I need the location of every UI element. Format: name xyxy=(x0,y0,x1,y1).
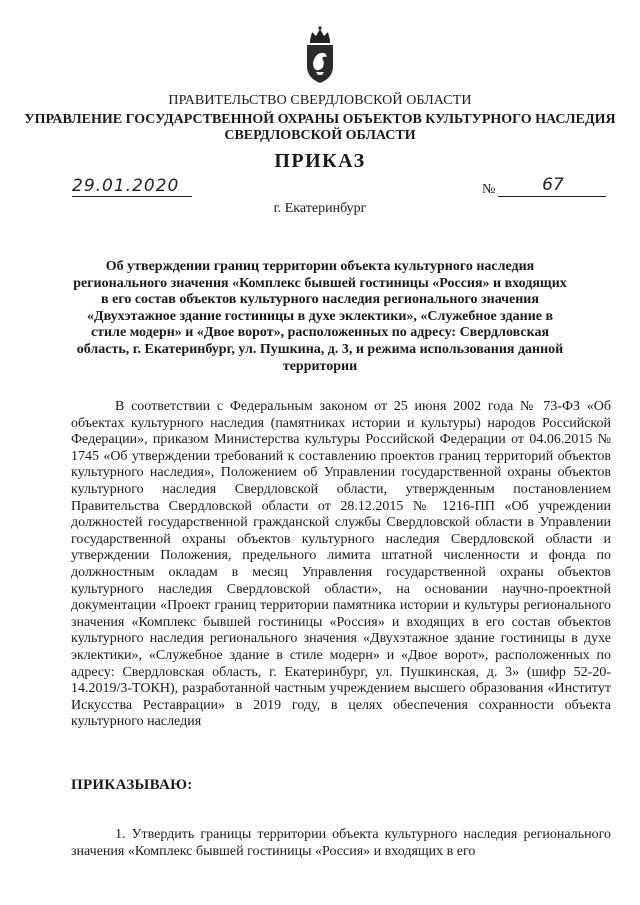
order-directive: ПРИКАЗЫВАЮ: xyxy=(71,777,193,793)
order-subject: Об утверждении границ территории объекта культурного наследия регионального значения «Комплекс бывшей гостиницы «Россия» и входящих в его состав объектов культурного наследия регионального значения «Двухэтажное здание гостиницы в духе эклектики», «Служебное здание в стиле модерн» и «Двое ворот», расположенных по адресу: Свердловская область, г. Екатеринбург, ул. Пушкина, д. 3, и режима использования данной территории xyxy=(73,259,567,374)
document-type-title: ПРИКАЗ xyxy=(274,150,366,172)
department-line-2: СВЕРДЛОВСКОЙ ОБЛАСТИ xyxy=(224,128,416,143)
number-underline xyxy=(498,196,606,197)
city: г. Екатеринбург xyxy=(273,201,367,216)
order-number-label: № xyxy=(482,182,496,197)
government-name: ПРАВИТЕЛЬСТВО СВЕРДЛОВСКОЙ ОБЛАСТИ xyxy=(168,93,472,108)
coat-of-arms-icon xyxy=(300,26,340,86)
preamble-paragraph: В соответствии с Федеральным законом от 25 июня 2002 года № 73-ФЗ «Об объектах культурного наследия (памятниках истории и культуры) народов Российской Федерации», приказом Министерства культуры Российской Федерации от 04.06.2015 № 1745 «Об утверждении требований к составлению проектов границ территорий объектов культурного наследия», Положением об Управлении государственной охраны объектов культурного наследия Свердловской области, утвержденным постановлением Правительства Свердловской области от 28.12.2015 № 1216-ПП «Об учреждении должностей государственной гражданской службы Свердловской области в Управлении государственной охраны объектов культурного наследия Свердловской области и утверждении Положения, предельного лимита штатной численности и фонда по должностным окладам в месяц Управления государственной охраны объектов культурного наследия Свердловской области», на основании научно-проектной документации «Проект границ территории памятника истории и культуры регионального значения «Комплекс бывшей гостиницы «Россия» и входящих в его состав объектов культурного наследия регионального значения «Двухэтажное здание гостиницы в духе эклектики», «Служебное здание в стиле модерн» и «Двое ворот», расположенных по адресу: Свердловская область, г. Екатеринбург, ул. Пушкинская, д. 3» (шифр 52-20-14.2019/3-ТОКН), разработанной частным учреждением высшего образования «Институт Искусства Реставрации» в 2019 году, в целях обеспечения сохранности объекта культурного наследия xyxy=(71,399,611,730)
order-item-1: 1. Утвердить границы территории объекта культурного наследия регионального значения «Комплекс бывшей гостиницы «Россия» и входящих в его xyxy=(71,827,611,859)
order-date: 29.01.2020 xyxy=(72,176,180,196)
order-number: 67 xyxy=(542,175,564,195)
department-name xyxy=(0,112,640,144)
department-line-1: УПРАВЛЕНИЕ ГОСУДАРСТВЕННОЙ ОХРАНЫ ОБЪЕКТОВ КУЛЬТУРНОГО НАСЛЕДИЯ xyxy=(24,112,616,127)
date-underline xyxy=(72,196,192,197)
